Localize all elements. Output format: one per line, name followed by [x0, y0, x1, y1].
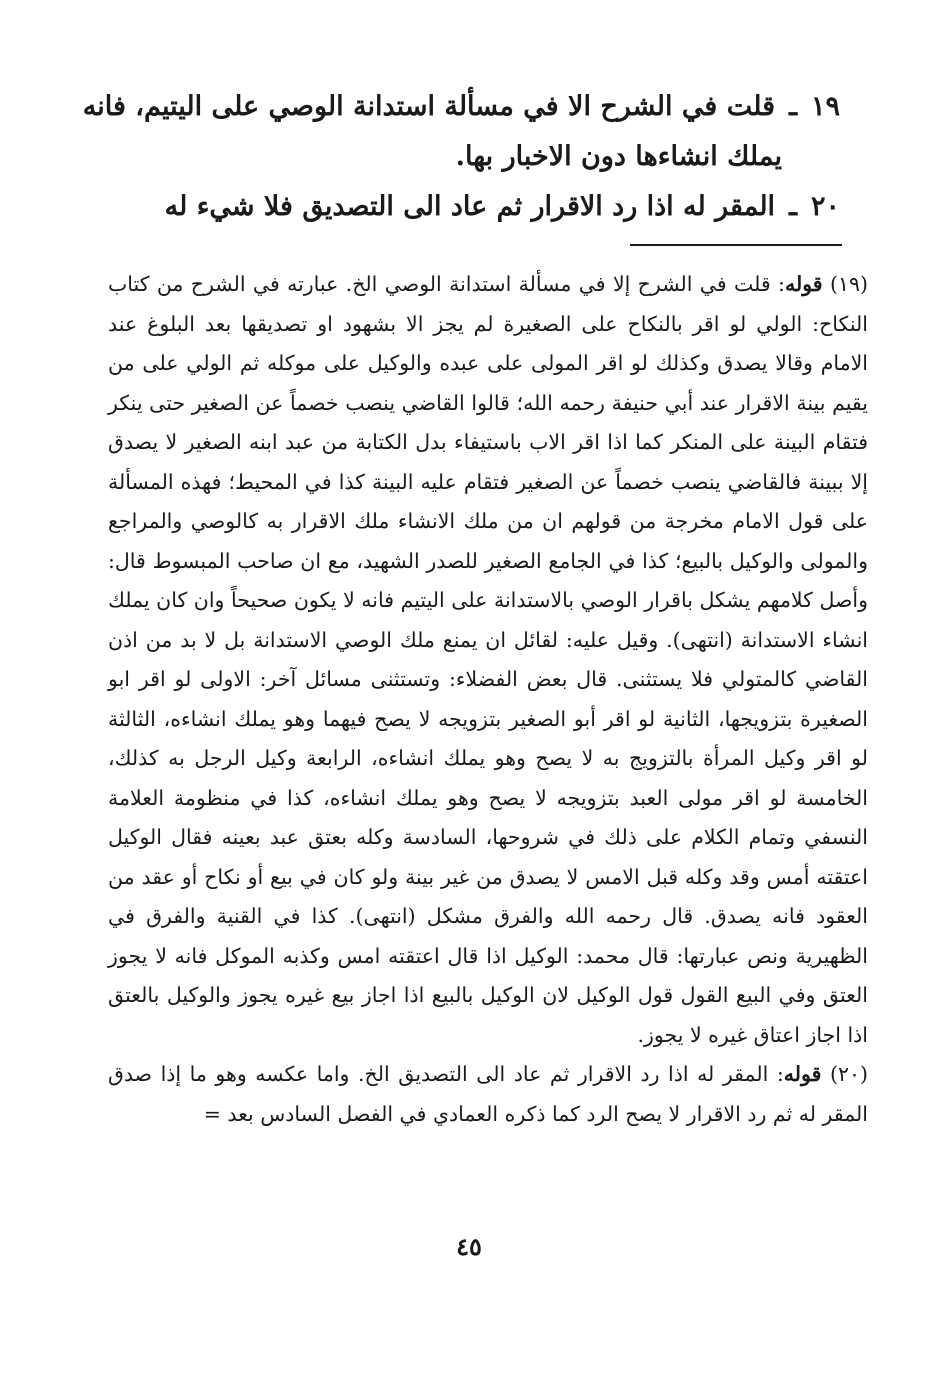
- footnote-text: : قلت في الشرح إلا في مسألة استدانة الوصي الخ. عبارته في الشرح من كتاب النكاح: الولي لو اقر بالنكاح على الصغيرة لم يجز الا بشهود او تصديقها بعد البلوغ عند الامام وقالا يصدق وكذلك لو اقر المولى على عبده والوكيل على موكله ثم الولي على من يقيم بينة الاقرار عند أبي حنيفة رحمه الله؛ قالوا القاضي ينصب خصماً عن الصغير حتى ينكر فتقام البينة على المنكر كما اذا اقر الاب باستيفاء بدل الكتابة من عبد ابنه الصغير لا يصدق إلا ببينة فالقاضي ينصب خصماً عن الصغير فتقام عليه البينة كذا في المحيط؛ فهذه المسألة على قول الامام مخرجة من قولهم ان من ملك الانشاء ملك الاقرار به كالوصي والمراجع والمولى والوكيل بالبيع؛ كذا في الجامع الصغير للصدر الشهيد، مع ان صاحب المبسوط قال: وأصل كلامهم يشكل باقرار الوصي بالاستدانة على اليتيم فانه لا يكون صحيحاً وان كان يملك انشاء الاستدانة (انتهى). وقيل عليه: لقائل ان يمنع ملك الوصي الاستدانة بل لا بد من اذن القاضي كالمتولي فلا يستثنى. قال بعض الفضلاء: وتستثنى مسائل آخر: الاولى لو اقر ابو الصغيرة بتزويجها، الثانية لو اقر أبو الصغير بتزويجه لا يصح فيهما وهو يملك انشاءه، الثالثة لو اقر وكيل المرأة بالتزويج به لا يصح وهو يملك انشاءه، الرابعة وكيل الرجل به كذلك، الخامسة لو اقر مولى العبد بتزويجه لا يصح وهو يملك انشاءه، كذا في منظومة العلامة النسفي وتمام الكلام على ذلك في شروحها، السادسة وكله بعتق عبد بعينه فقال الوكيل اعتقته أمس وقد وكله قبل الامس لا يصدق من غير بينة ولو كان في بيع أو نكاح أو عقد من العقود فانه يصدق. قال رحمه الله والفرق مشكل (انتهى). كذا في القنية والفرق في الظهيرية ونص عبارتها: قال محمد: الوكيل اذا قال اعتقته امس وكذبه الموكل فانه لا يجوز العتق وفي البيع القول قول الوكيل لان الوكيل بالبيع اذا اجاز بيع غيره يجوز والوكيل بالعتق اذا اجاز اعتاق غيره لا يجوز.: [108, 272, 868, 1047]
- page-number: ٤٥: [456, 1232, 482, 1261]
- footnote-20: [108, 1055, 868, 1134]
- item-dash: ـ: [789, 191, 797, 222]
- item-text: قلت في الشرح الا في مسألة استدانة الوصي على اليتيم، فانه: [82, 91, 776, 122]
- footnote-19: [108, 265, 868, 1055]
- main-item-20: [120, 182, 840, 232]
- footnote-marker: (١٩): [829, 272, 868, 296]
- footnote-marker: (٢٠): [829, 1062, 868, 1086]
- item-number: ١٩: [810, 91, 840, 122]
- main-item-19: [82, 82, 840, 132]
- item-dash: ـ: [789, 91, 797, 122]
- footnotes: [108, 265, 868, 1134]
- footnote-label: قوله: [784, 272, 823, 296]
- footnote-label: قوله: [783, 1062, 822, 1086]
- footnote-text: : المقر له اذا رد الاقرار ثم عاد الى التصديق الخ. واما عكسه وهو ما إذا صدق المقر له ثم رد الاقرار لا يصح الرد كما ذكره العمادي في الفصل السادس بعد =: [108, 1062, 868, 1126]
- main-item-19-continuation: [120, 132, 840, 182]
- item-number: ٢٠: [810, 191, 840, 222]
- main-text: [82, 82, 840, 232]
- footnote-separator: [630, 244, 842, 246]
- item-text: يملك انشاءها دون الاخبار بها.: [455, 141, 782, 172]
- item-text: المقر له اذا رد الاقرار ثم عاد الى التصديق فلا شيء له: [164, 191, 776, 222]
